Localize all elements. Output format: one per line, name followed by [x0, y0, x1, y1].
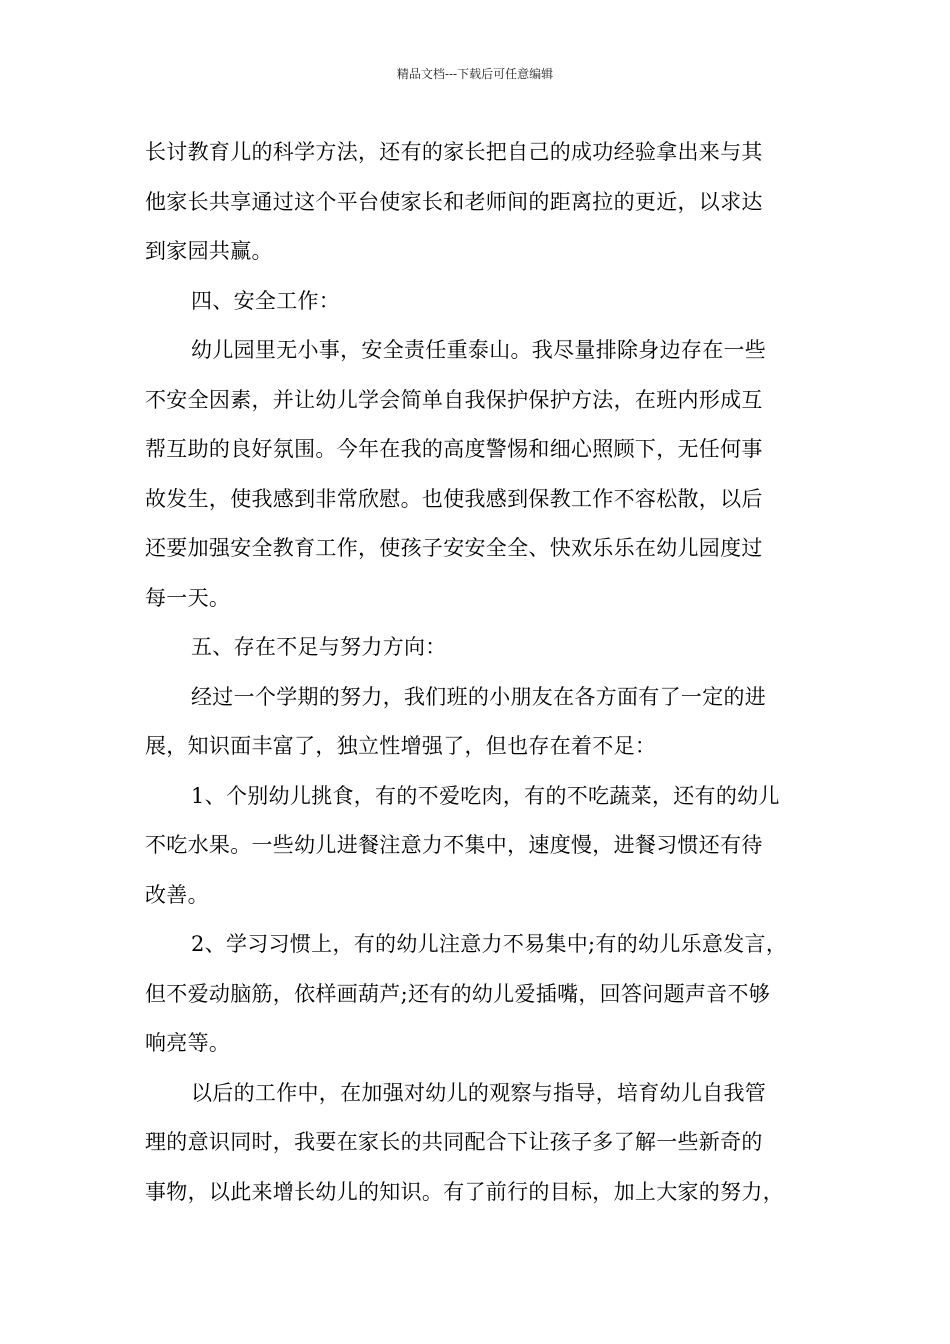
body-line: 帮互助的良好氛围。今年在我的高度警惕和细心照顾下，无任何事: [145, 437, 763, 461]
section-heading-safety: 四、安全工作：: [191, 288, 341, 313]
body-line: 到家园共赢。: [145, 239, 273, 263]
list-item-1: 1、个别幼儿挑食，有的不爱吃肉，有的不吃蔬菜，还有的幼儿: [191, 783, 780, 808]
body-line: 但不爱动脑筋，依样画葫芦;还有的幼儿爱插嘴，回答问题声音不够: [145, 981, 771, 1006]
body-line: 不吃水果。一些幼儿进餐注意力不集中，速度慢，进餐习惯还有待: [145, 833, 763, 857]
body-line: 故发生，使我感到非常欣慰。也使我感到保教工作不容松散，以后: [145, 486, 763, 511]
body-line: 他家长共享通过这个平台使家长和老师间的距离拉的更近，以求达: [145, 189, 763, 214]
body-line: 长讨教育儿的科学方法，还有的家长把自己的成功经验拿出来与其: [145, 140, 763, 164]
body-line: 不安全因素，并让幼儿学会简单自我保护保护方法，在班内形成互: [145, 387, 763, 412]
body-line: 幼儿园里无小事，安全责任重泰山。我尽量排除身边存在一些: [191, 338, 767, 362]
body-line: 经过一个学期的努力，我们班的小朋友在各方面有了一定的进: [191, 684, 767, 709]
body-line: 响亮等。: [145, 1031, 231, 1055]
document-body: [145, 128, 813, 1217]
body-line: 事物，以此来增长幼儿的知识。有了前行的目标，加上大家的努力，: [145, 1179, 784, 1204]
body-line: 每一天。: [145, 585, 231, 610]
page-header: 精品文档---下载后可任意编辑: [396, 67, 554, 81]
body-line: 展，知识面丰富了，独立性增强了，但也存在着不足：: [145, 734, 657, 758]
body-line: 理的意识同时，我要在家长的共同配合下让孩子多了解一些新奇的: [145, 1130, 763, 1154]
list-item-2: 2、学习习惯上，有的幼儿注意力不易集中;有的幼儿乐意发言，: [191, 932, 788, 956]
body-line: 改善。: [145, 882, 209, 907]
body-line: 以后的工作中，在加强对幼儿的观察与指导，培育幼儿自我管: [191, 1080, 767, 1105]
body-line: 还要加强安全教育工作，使孩子安安全全、快欢乐乐在幼儿园度过: [145, 536, 763, 560]
section-heading-shortcomings: 五、存在不足与努力方向：: [191, 635, 447, 659]
